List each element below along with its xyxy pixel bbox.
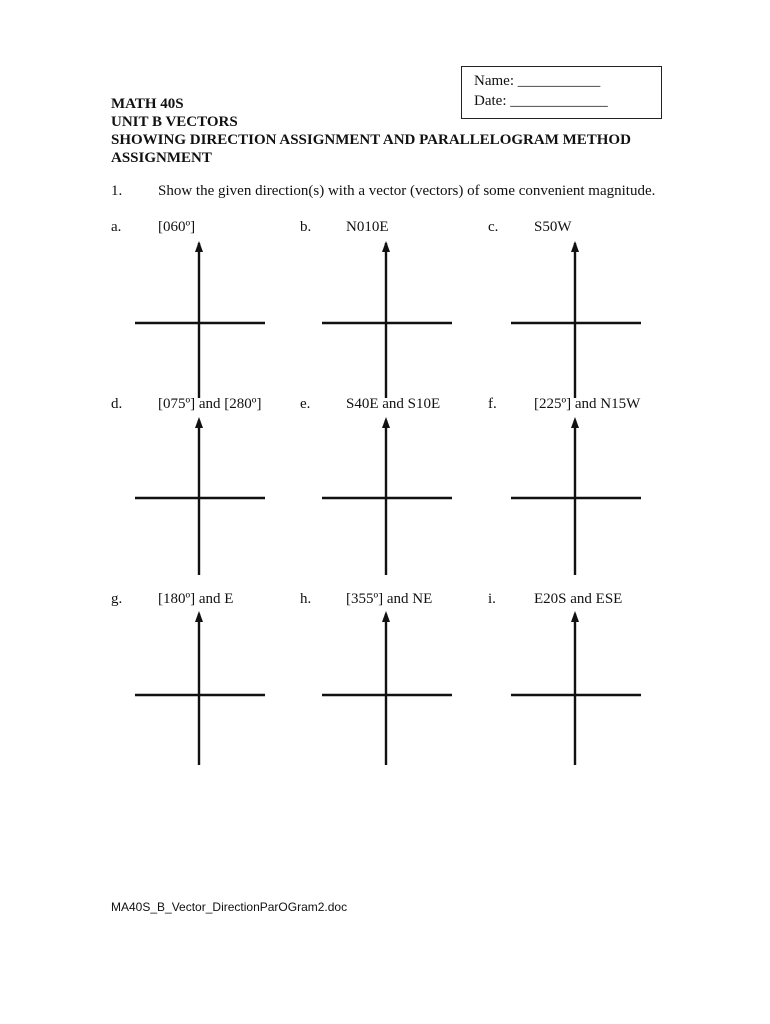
- part-h-letter: h.: [300, 591, 312, 607]
- part-f-letter: f.: [488, 396, 497, 412]
- part-a-label: [060º]: [158, 219, 196, 235]
- north-arrow-f: [571, 417, 579, 428]
- course-title: MATH 40S: [111, 96, 184, 112]
- axes-i: [511, 611, 641, 765]
- part-d-label: [075º] and [280º]: [158, 396, 262, 412]
- part-i-label: E20S and ESE: [534, 591, 623, 607]
- axes-f: [511, 417, 641, 575]
- axes-b: [322, 241, 452, 398]
- north-arrow-b: [382, 241, 390, 252]
- north-arrow-a: [195, 241, 203, 252]
- part-a-letter: a.: [111, 219, 122, 235]
- axes-c: [511, 241, 641, 398]
- axes-a: [135, 241, 265, 398]
- north-arrow-c: [571, 241, 579, 252]
- axes-h: [322, 611, 452, 765]
- part-f-label: [225º] and N15W: [534, 396, 641, 412]
- question-text: Show the given direction(s) with a vector (vectors) of some convenient magnitude.: [158, 183, 656, 199]
- north-arrow-i: [571, 611, 579, 622]
- north-arrow-e: [382, 417, 390, 428]
- unit-title: UNIT B VECTORS: [111, 114, 238, 130]
- part-i-letter: i.: [488, 591, 496, 607]
- part-h-label: [355º] and NE: [346, 591, 433, 607]
- north-arrow-g: [195, 611, 203, 622]
- part-c-letter: c.: [488, 219, 499, 235]
- part-e-label: S40E and S10E: [346, 396, 441, 412]
- assignment-title-cont: ASSIGNMENT: [111, 150, 212, 166]
- part-g-label: [180º] and E: [158, 591, 234, 607]
- date-field-label: Date: _____________: [474, 93, 608, 109]
- north-arrow-d: [195, 417, 203, 428]
- north-arrow-h: [382, 611, 390, 622]
- axes-g: [135, 611, 265, 765]
- axes-d: [135, 417, 265, 575]
- part-b-letter: b.: [300, 219, 312, 235]
- document-filename: MA40S_B_Vector_DirectionParOGram2.doc: [111, 900, 348, 914]
- assignment-title: SHOWING DIRECTION ASSIGNMENT AND PARALLELOGRAM METHOD: [111, 132, 631, 148]
- part-e-letter: e.: [300, 396, 311, 412]
- part-g-letter: g.: [111, 591, 123, 607]
- part-b-label: N010E: [346, 219, 389, 235]
- part-d-letter: d.: [111, 396, 123, 412]
- part-c-label: S50W: [534, 219, 572, 235]
- name-field-label: Name: ___________: [474, 73, 601, 89]
- question-number: 1.: [111, 183, 123, 199]
- axes-e: [322, 417, 452, 575]
